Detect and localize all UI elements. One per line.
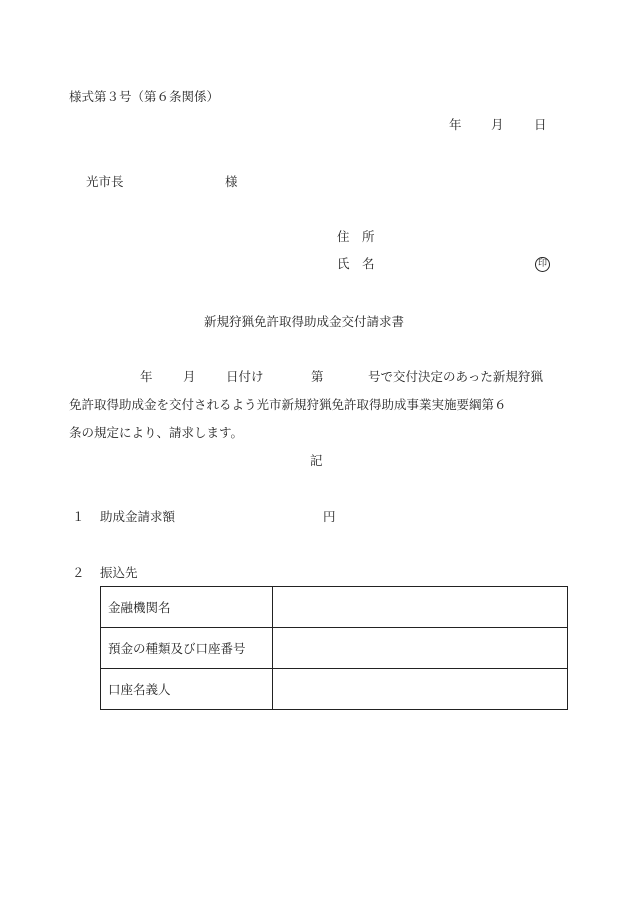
body-year: 年: [140, 369, 153, 384]
body-line1-rest: 号で交付決定のあった新規狩猟: [368, 369, 543, 384]
item1-label: 助成金請求額: [100, 509, 176, 524]
addressee-name: 光市長: [86, 174, 124, 189]
body-number-prefix: 第: [311, 369, 324, 384]
item1-unit: 円: [323, 509, 336, 524]
bank-account-table: [100, 586, 568, 710]
name-label: 氏 名: [337, 256, 375, 271]
account-holder-label: 口座名義人: [101, 669, 273, 710]
account-type-number-label: 預金の種類及び口座番号: [101, 628, 273, 669]
document-title: 新規狩猟免許取得助成金交付請求書: [204, 314, 405, 329]
addressee-honorific: 様: [225, 174, 238, 189]
body-line2: 免許取得助成金を交付されるよう光市新規狩猟免許取得助成事業実施要綱第６: [69, 397, 507, 412]
table-row: [101, 628, 568, 669]
table-row: [101, 669, 568, 710]
account-type-number-field[interactable]: [273, 628, 568, 669]
item2-label: 振込先: [100, 565, 138, 580]
body-day: 日付け: [226, 369, 264, 384]
seal-mark: 印: [535, 257, 550, 272]
ki-heading: 記: [310, 453, 323, 468]
item2-number: ２: [72, 565, 85, 580]
bank-name-label: 金融機関名: [101, 587, 273, 628]
account-holder-field[interactable]: [273, 669, 568, 710]
date-year: 年: [449, 117, 462, 132]
date-day: 日: [534, 117, 547, 132]
date-month: 月: [491, 117, 504, 132]
body-month: 月: [183, 369, 196, 384]
bank-name-field[interactable]: [273, 587, 568, 628]
table-row: [101, 587, 568, 628]
address-label: 住 所: [337, 229, 375, 244]
form-number: 様式第３号（第６条関係）: [69, 89, 220, 104]
item1-number: １: [72, 509, 85, 524]
body-line3: 条の規定により、請求します。: [69, 425, 244, 440]
